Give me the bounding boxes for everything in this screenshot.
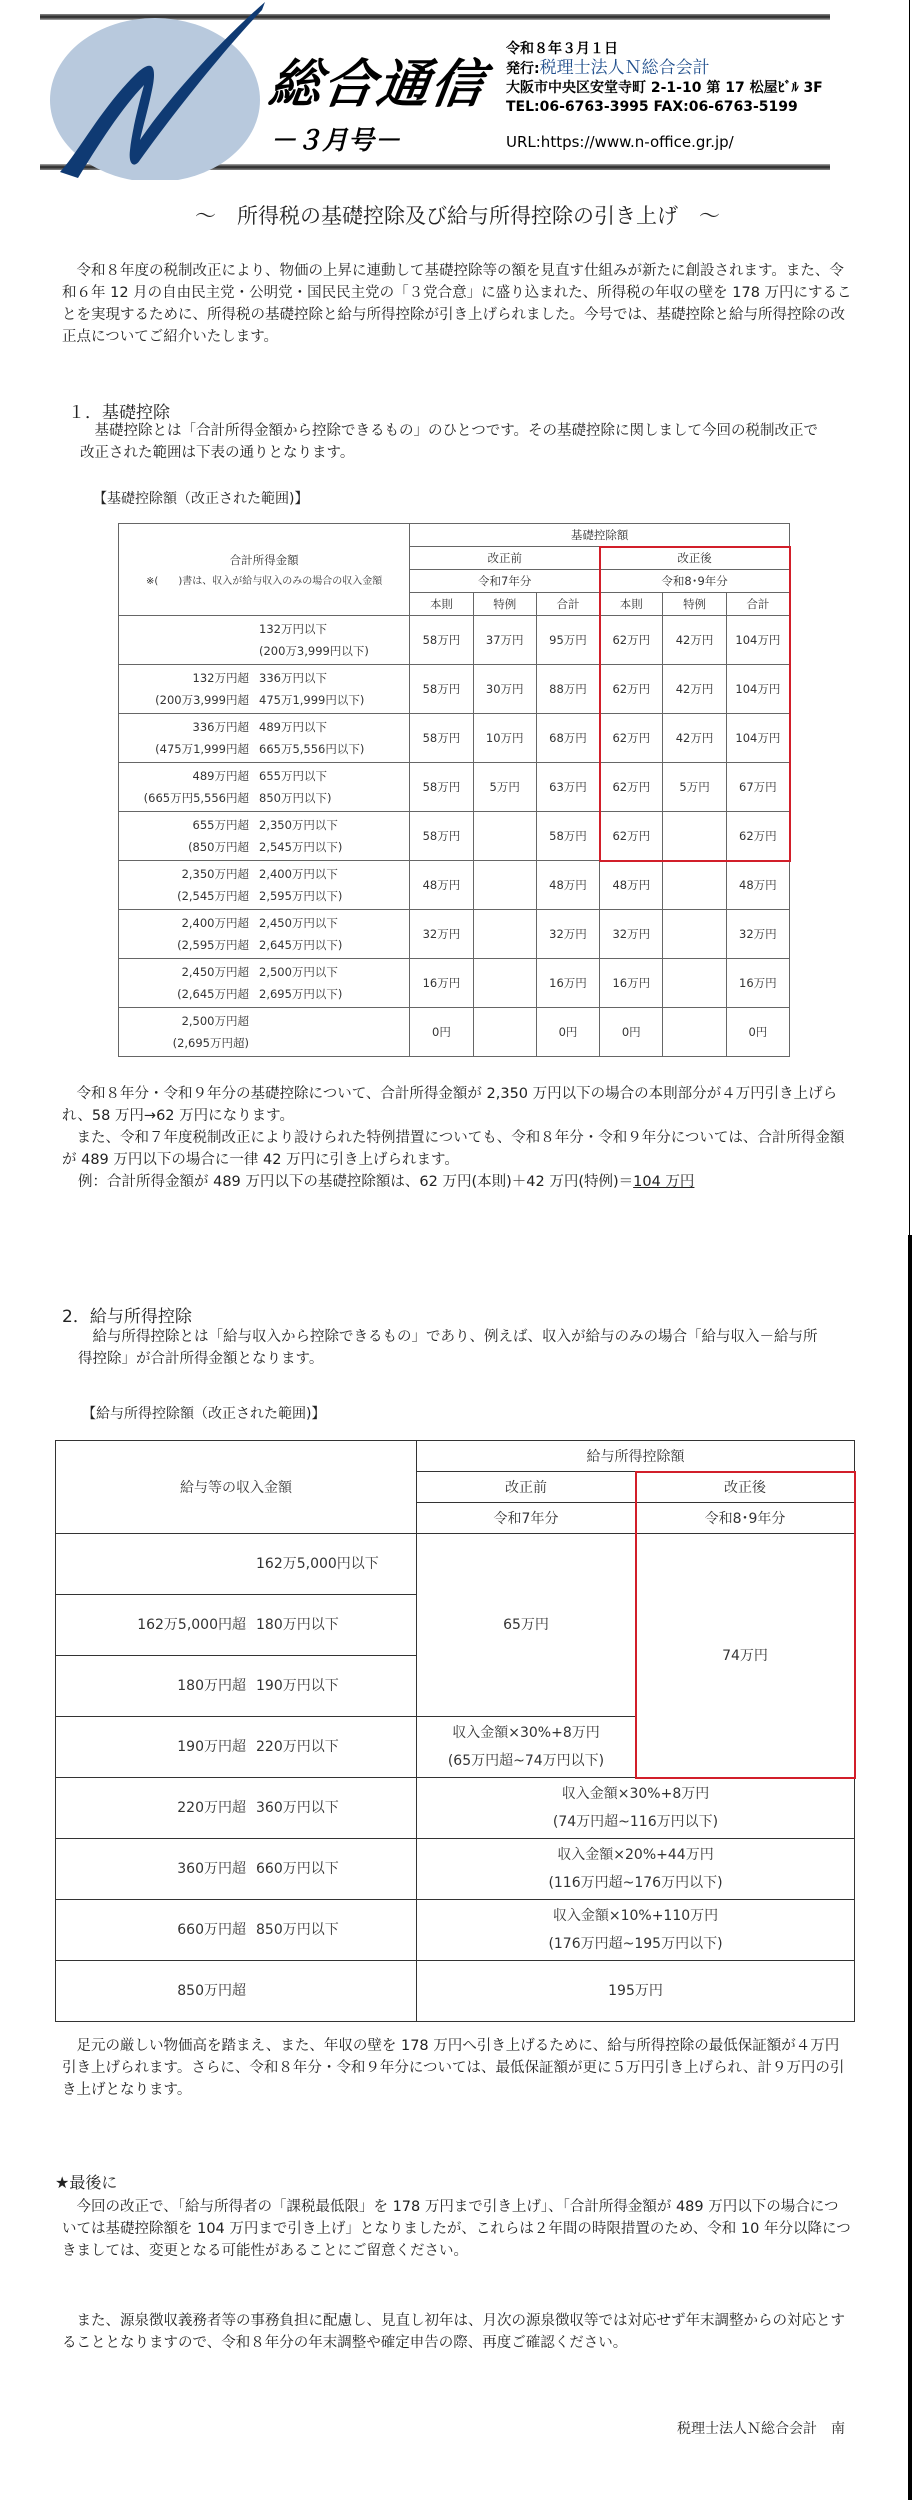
header-after-year: 令和8･9年分: [636, 1503, 855, 1534]
deduction-value: 104万円: [726, 616, 789, 665]
subheader-cell: 本則: [600, 593, 663, 616]
newsletter-title: 総合通信: [265, 55, 490, 115]
deduction-value: 62万円: [600, 714, 663, 763]
deduction-value: 58万円: [410, 665, 473, 714]
deduction-value: 48万円: [726, 861, 789, 910]
deduction-value: 32万円: [726, 910, 789, 959]
deduction-value: 62万円: [600, 812, 663, 861]
deduction-value: 58万円: [410, 616, 473, 665]
deduction-value: [663, 910, 726, 959]
deduction-value: 32万円: [536, 910, 599, 959]
basic-deduction-table: [118, 523, 790, 1057]
example-prefix: 例：合計所得金額が 489 万円以下の基礎控除額は、62 万円(本則)＋42 万円(特例)＝: [78, 1174, 634, 1190]
deduction-value: 0円: [726, 1008, 789, 1057]
header-after: 改正後: [636, 1472, 855, 1503]
issue-date: 令和８年３月１日: [506, 41, 618, 57]
deduction-value: 62万円: [600, 665, 663, 714]
deduction-value: 88万円: [536, 665, 599, 714]
subheader-cell: 特例: [473, 593, 536, 616]
table-header-income: [119, 524, 410, 616]
table-row: [56, 1961, 855, 2022]
table-row: [56, 1778, 855, 1839]
deduction-value: 0円: [410, 1008, 473, 1057]
income-range: 2,450万円超 2,500万円以下 (2,645万円超 2,695万円以下): [119, 959, 410, 1008]
deduction-value: 42万円: [663, 665, 726, 714]
table-row: [119, 861, 790, 910]
col-header-text: 合計所得金額: [229, 553, 299, 567]
page-border-line-thick: [908, 1235, 912, 2500]
after-value-74: 74万円: [636, 1534, 855, 1778]
table-row: [56, 1839, 855, 1900]
signature: 税理士法人Ｎ総合会計 南: [677, 2421, 845, 2437]
deduction-value: 5万円: [473, 763, 536, 812]
income-range: 180万円超 190万円以下: [56, 1656, 417, 1717]
table-row: [119, 959, 790, 1008]
deduction-value: [663, 812, 726, 861]
income-range: 489万円超 655万円以下 (665万円5,556円超 850万円以下): [119, 763, 410, 812]
income-range: 2,500万円超 (2,695万円超): [119, 1008, 410, 1057]
section1-example: [78, 1171, 868, 1193]
salary-deduction-table: [55, 1440, 855, 2022]
publisher-info: [506, 40, 823, 152]
deduction-value: 68万円: [536, 714, 599, 763]
max-value: 195万円: [417, 1961, 855, 2022]
header-before-year: 令和7年分: [410, 570, 600, 593]
article-headline: ～ 所得税の基礎控除及び給与所得控除の引き上げ ～: [195, 204, 720, 228]
table-row: [56, 1534, 855, 1595]
deduction-value: 42万円: [663, 616, 726, 665]
deduction-value: 32万円: [410, 910, 473, 959]
before-value-65: 65万円: [417, 1534, 636, 1717]
income-range: 220万円超 360万円以下: [56, 1778, 417, 1839]
table-group-header: 基礎控除額: [410, 524, 790, 547]
income-range: 660万円超 850万円以下: [56, 1900, 417, 1961]
income-range: 850万円超: [56, 1961, 417, 2022]
section1-title: １．基礎控除: [68, 403, 170, 423]
table-row: [119, 665, 790, 714]
income-range: 162万5,000円超 180万円以下: [56, 1595, 417, 1656]
header-after: 改正後: [600, 547, 790, 570]
page-border-line: [909, 0, 910, 1235]
deduction-value: 16万円: [726, 959, 789, 1008]
deduction-value: 37万円: [473, 616, 536, 665]
deduction-value: [473, 1008, 536, 1057]
deduction-value: 67万円: [726, 763, 789, 812]
header-before: 改正前: [410, 547, 600, 570]
deduction-value: 5万円: [663, 763, 726, 812]
subheader-cell: 特例: [663, 593, 726, 616]
subheader-cell: 本則: [410, 593, 473, 616]
publisher-label: 発行:: [506, 61, 540, 77]
subheader-cell: 合計: [536, 593, 599, 616]
subheader-cell: 合計: [726, 593, 789, 616]
deduction-value: 16万円: [536, 959, 599, 1008]
income-range: 360万円超 660万円以下: [56, 1839, 417, 1900]
publisher-name: 税理士法人Ｎ総合会計: [539, 58, 710, 78]
table-row: [119, 763, 790, 812]
section1-note1: 令和８年分・令和９年分の基礎控除について、合計所得金額が 2,350 万円以下の場合の本則部分が４万円引き上げられ、58 万円→62 万円になります。: [62, 1086, 838, 1124]
income-range: 132万円以下 (200万3,999円以下): [119, 616, 410, 665]
table-row: [119, 616, 790, 665]
deduction-value: 58万円: [536, 812, 599, 861]
deduction-value: [473, 812, 536, 861]
deduction-value: 95万円: [536, 616, 599, 665]
section1-note2: また、令和７年度税制改正により設けられた特例措置についても、令和８年分・令和９年分については、合計所得金額が 489 万円以下の場合に一律 42 万円に引き上げられます。: [62, 1130, 845, 1168]
deduction-value: 48万円: [600, 861, 663, 910]
closing-title: ★最後に: [55, 2173, 118, 2192]
deduction-value: [663, 1008, 726, 1057]
example-result: 104 万円: [633, 1174, 695, 1190]
deduction-value: [473, 959, 536, 1008]
deduction-value: 30万円: [473, 665, 536, 714]
deduction-value: [663, 861, 726, 910]
formula-cell: 収入金額×30%+8万円 (74万円超~116万円以下): [417, 1778, 855, 1839]
website-url[interactable]: URL:https://www.n-office.gr.jp/: [506, 133, 734, 151]
formula-cell: 収入金額×10%+110万円 (176万円超~195万円以下): [417, 1900, 855, 1961]
deduction-value: [473, 861, 536, 910]
header-after-year: 令和8･9年分: [600, 570, 790, 593]
deduction-value: 0円: [600, 1008, 663, 1057]
deduction-value: 48万円: [536, 861, 599, 910]
deduction-value: 104万円: [726, 665, 789, 714]
table-row: [119, 812, 790, 861]
deduction-value: 16万円: [600, 959, 663, 1008]
table-row: [119, 714, 790, 763]
income-range: 162万5,000円以下: [56, 1534, 417, 1595]
deduction-value: 62万円: [726, 812, 789, 861]
deduction-value: 0円: [536, 1008, 599, 1057]
header-before: 改正前: [417, 1472, 636, 1503]
deduction-value: 48万円: [410, 861, 473, 910]
deduction-value: 104万円: [726, 714, 789, 763]
income-range: 190万円超 220万円以下: [56, 1717, 417, 1778]
table-row: [56, 1900, 855, 1961]
closing-paragraph-2: また、源泉徴収義務者等の事務負担に配慮し、見直し初年は、月次の源泉徴収等では対応せず年末調整からの対応とすることとなりますので、令和８年分の年末調整や確定申告の際、再度ご確認ください。: [62, 2313, 845, 2351]
section2-note: 足元の厳しい物価高を踏まえ、また、年収の壁を 178 万円へ引き上げるために、給与所得控除の最低保証額が４万円引き上げられます。さらに、令和８年分・令和９年分については、最低保証額が更に５万円引き上げられ、計９万円の引き上げとなります。: [62, 2038, 845, 2098]
col-header-note: ※( )書は、収入が給与収入のみの場合の収入金額: [146, 576, 383, 587]
income-range: 132万円超 336万円以下 (200万3,999円超 475万1,999円以下): [119, 665, 410, 714]
deduction-value: 58万円: [410, 763, 473, 812]
section2-text: 給与所得控除とは「給与収入から控除できるもの」であり、例えば、収入が給与のみの場合「給与収入－給与所得控除」が合計所得金額となります。: [78, 1329, 818, 1367]
deduction-value: 32万円: [600, 910, 663, 959]
intro-paragraph: 令和８年度の税制改正により、物価の上昇に連動して基礎控除等の額を見直す仕組みが新たに創設されます。また、令和６年 12 月の自由民主党・公明党・国民民主党の「３党合意」に盛り込まれた、所得税の年収の壁を 178 万円にすることを実現するために、所得税の基礎控除と給与所得控除が引き上げられました。今号では、基礎控除と給与所得控除の改正点についてご紹介いたします。: [62, 263, 852, 345]
deduction-value: 63万円: [536, 763, 599, 812]
deduction-value: 10万円: [473, 714, 536, 763]
table-group-header: 給与所得控除額: [417, 1441, 855, 1472]
deduction-value: 62万円: [600, 763, 663, 812]
formula-cell: 収入金額×20%+44万円 (116万円超~176万円以下): [417, 1839, 855, 1900]
closing-paragraph-1: 今回の改正で、「給与所得者の「課税最低限」を 178 万円まで引き上げ」、「合計所得金額が 489 万円以下の場合については基礎控除額を 104 万円まで引き上げ」となりましたが、これらは２年間の時限措置のため、令和 10 年分以降につきましては、変更となる可能性があることにご留意ください。: [62, 2199, 851, 2259]
table-row: [119, 1008, 790, 1057]
table-header-salary: 給与等の収入金額: [56, 1441, 417, 1534]
address: 大阪市中央区安堂寺町 2-1-10 第 17 松屋ﾋﾞﾙ 3F: [506, 80, 823, 96]
contact: TEL:06-6763-3995 FAX:06-6763-5199: [506, 99, 798, 115]
n-logo-icon: [40, 0, 280, 180]
deduction-value: 42万円: [663, 714, 726, 763]
section2-title: 2．給与所得控除: [62, 1307, 192, 1327]
deduction-value: 58万円: [410, 714, 473, 763]
income-range: 655万円超 2,350万円以下 (850万円超 2,545万円以下): [119, 812, 410, 861]
table-row: [119, 910, 790, 959]
section2-caption: 【給与所得控除額（改正された範囲)】: [82, 1406, 326, 1422]
header-before-year: 令和7年分: [417, 1503, 636, 1534]
before-formula: 収入金額×30%+8万円 (65万円超~74万円以下): [417, 1717, 636, 1778]
deduction-value: [473, 910, 536, 959]
income-range: 2,350万円超 2,400万円以下 (2,545万円超 2,595万円以下): [119, 861, 410, 910]
issue-label: －３月号－: [270, 126, 401, 156]
deduction-value: 62万円: [600, 616, 663, 665]
deduction-value: [663, 959, 726, 1008]
deduction-value: 58万円: [410, 812, 473, 861]
deduction-value: 16万円: [410, 959, 473, 1008]
section1-text: 基礎控除とは「合計所得金額から控除できるもの」のひとつです。その基礎控除に関しまして今回の税制改正で改正された範囲は下表の通りとなります。: [80, 423, 819, 461]
income-range: 336万円超 489万円以下 (475万1,999円超 665万5,556円以下): [119, 714, 410, 763]
income-range: 2,400万円超 2,450万円以下 (2,595万円超 2,645万円以下): [119, 910, 410, 959]
section1-caption: 【基礎控除額（改正された範囲)】: [93, 491, 309, 507]
